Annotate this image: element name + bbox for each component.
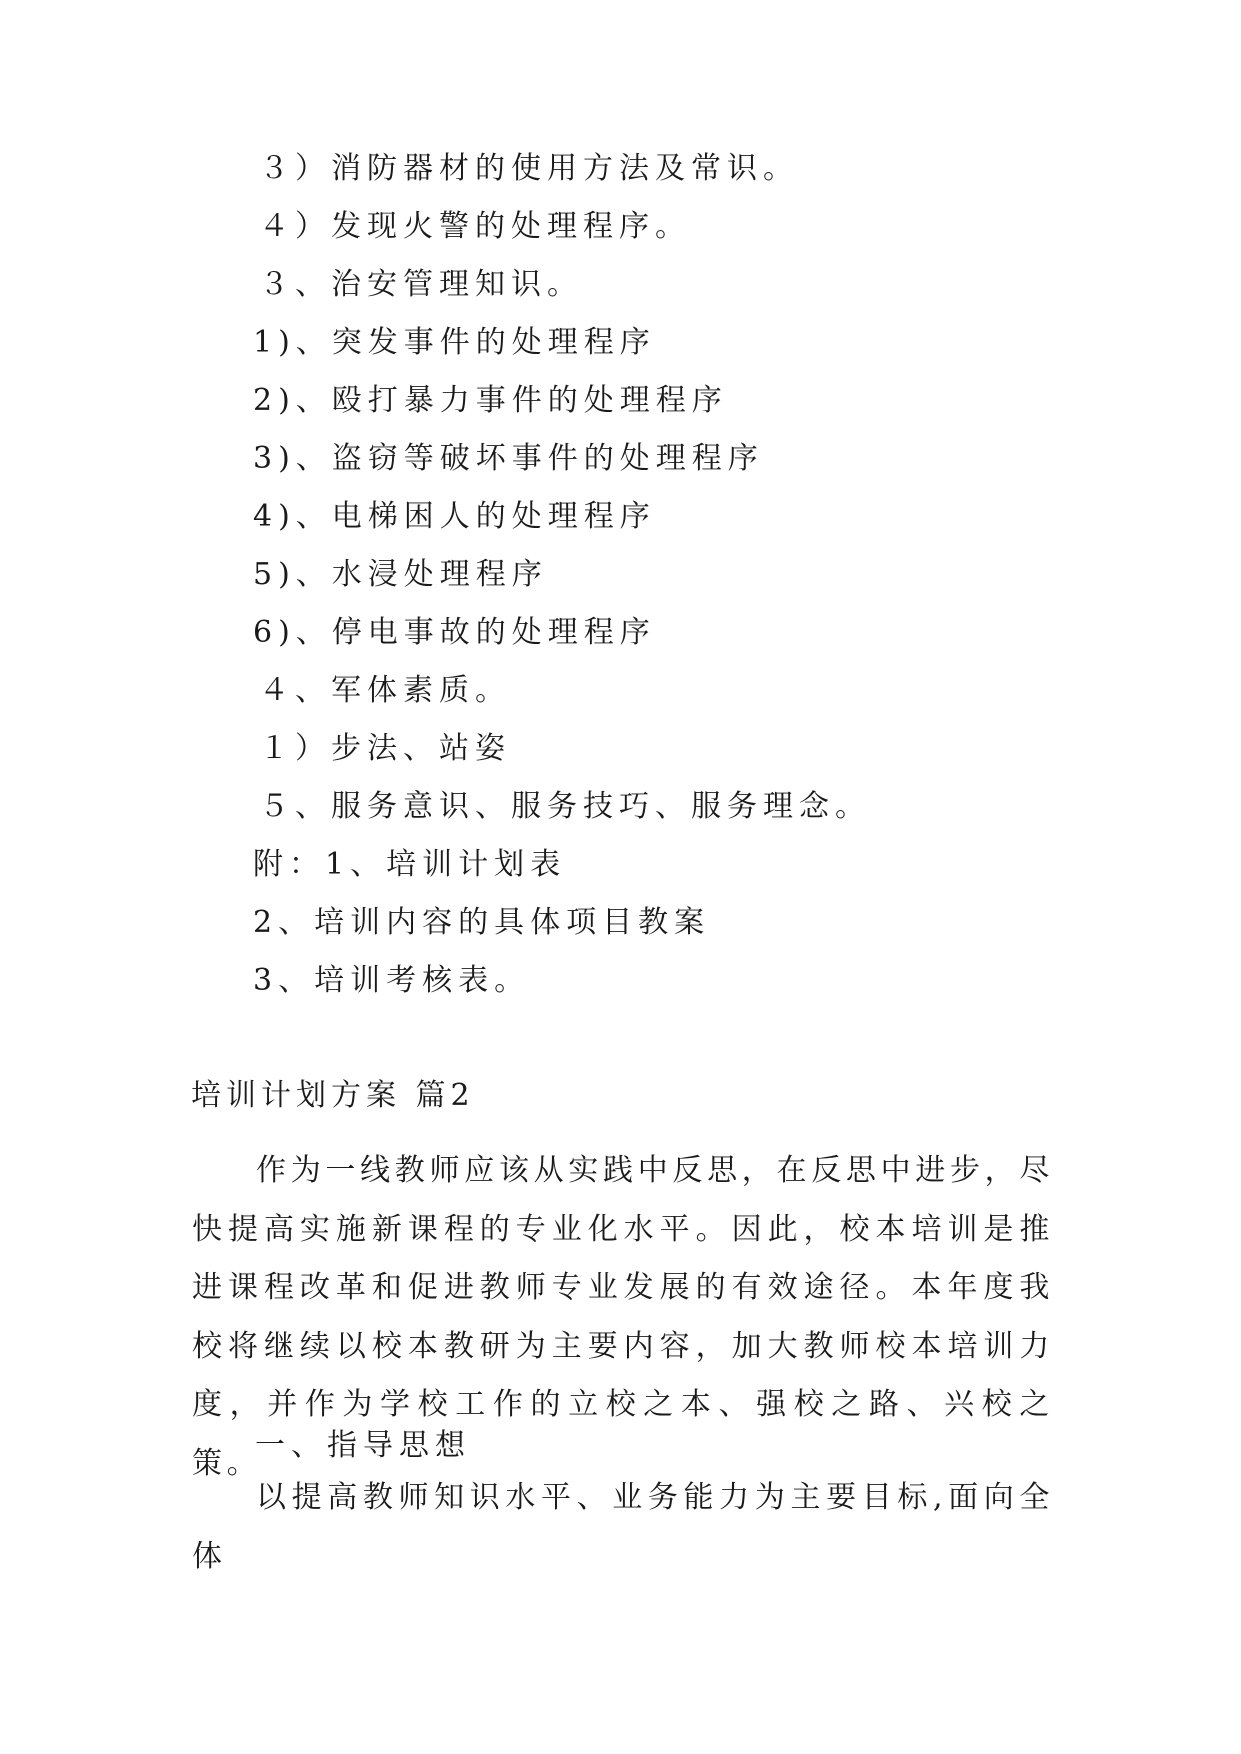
section-heading: ５、服务意识、服务技巧、服务理念。 [259, 789, 871, 824]
list-item: 4)、电梯困人的处理程序 [253, 499, 656, 534]
section-heading: ４、军体素质。 [259, 673, 511, 708]
article-title: 培训计划方案 篇2 [191, 1078, 475, 1113]
list-item: 2)、殴打暴力事件的处理程序 [253, 383, 728, 418]
list-item: 3)、盗窃等破坏事件的处理程序 [253, 441, 764, 476]
appendix-item: 附：1、培训计划表 [253, 847, 567, 882]
list-item: １）步法、站姿 [259, 731, 511, 766]
appendix-item: 3、培训考核表。 [253, 963, 531, 998]
list-item: ３）消防器材的使用方法及常识。 [259, 151, 799, 186]
list-item: 6)、停电事故的处理程序 [253, 615, 656, 650]
appendix-item: 2、培训内容的具体项目教案 [253, 905, 711, 940]
body-paragraph: 以提高教师知识水平、业务能力为主要目标,面向全体 [192, 1480, 1054, 1574]
list-item: ４）发现火警的处理程序。 [259, 209, 691, 244]
list-item: 5)、水浸处理程序 [253, 557, 548, 592]
section-heading: ３、治安管理知识。 [259, 267, 583, 302]
list-item: 1)、突发事件的处理程序 [253, 325, 656, 360]
body-paragraph: 作为一线教师应该从实践中反思，在反思中进步，尽快提高实施新课程的专业化水平。因此，校本培训是推进课程改革和促进教师专业发展的有效途径。本年度我校将继续以校本教研为主要内容，加大教师校本培训力度，并作为学校工作的立校之本、强校之路、兴校之策。 [192, 1153, 1054, 1481]
section-heading: 一、指导思想 [255, 1428, 471, 1463]
